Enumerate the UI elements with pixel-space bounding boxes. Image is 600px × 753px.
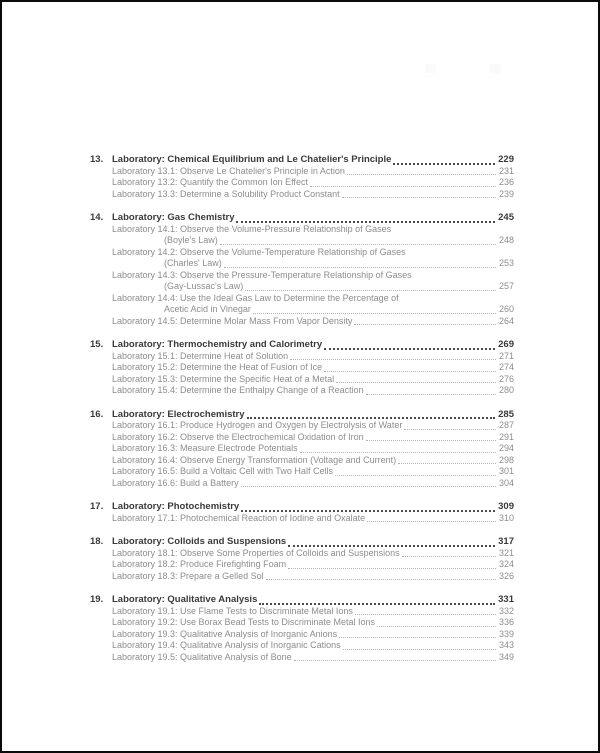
toc-entry-row[interactable] bbox=[90, 362, 514, 374]
dot-leader bbox=[247, 417, 496, 419]
entry-title: Laboratory 15.2: Determine the Heat of Fusion of Ice bbox=[112, 362, 323, 372]
dot-leader bbox=[241, 510, 495, 512]
toc-chapter-row[interactable] bbox=[90, 409, 514, 421]
entry-page-number: 287 bbox=[498, 420, 514, 430]
dot-leader bbox=[393, 163, 495, 165]
chapter-title: Laboratory: Chemical Equilibrium and Le Chatelier's Principle bbox=[112, 154, 392, 165]
chapter-title: Laboratory: Gas Chemistry bbox=[112, 212, 235, 223]
dot-leader bbox=[354, 324, 496, 325]
dot-leader bbox=[377, 626, 496, 627]
dot-leader bbox=[366, 440, 496, 441]
chapter-title: Laboratory: Electrochemistry bbox=[112, 408, 245, 420]
toc-entry-row[interactable] bbox=[90, 571, 514, 583]
entry-title: Laboratory 19.4: Qualitative Analysis of Inorganic Cations bbox=[112, 640, 341, 650]
entry-page-number: 301 bbox=[498, 466, 514, 476]
entry-page-number: 326 bbox=[498, 570, 514, 581]
toc-chapter-row[interactable] bbox=[90, 536, 514, 548]
entry-title: Laboratory 14.1: Observe the Volume-Pressure Relationship of Gases bbox=[112, 223, 392, 234]
entry-title: Laboratory 13.1: Observe Le Chatelier's Principle in Action bbox=[112, 165, 345, 176]
entry-page-number: 257 bbox=[498, 281, 514, 291]
toc-chapter bbox=[90, 536, 514, 582]
entry-page-number: 339 bbox=[498, 628, 514, 639]
chapter-title: Laboratory: Qualitative Analysis bbox=[112, 594, 258, 605]
dot-leader bbox=[245, 290, 496, 291]
entry-page-number: 304 bbox=[498, 477, 514, 488]
dot-leader bbox=[398, 463, 496, 464]
entry-title: Laboratory 14.4: Use the Ideal Gas Law to Determine the Percentage of bbox=[112, 292, 399, 303]
entry-title-continuation: (Charles' Law) bbox=[164, 258, 222, 268]
chapter-page-number: 317 bbox=[498, 536, 514, 547]
dot-leader bbox=[366, 394, 496, 395]
entry-page-number: 321 bbox=[498, 547, 514, 558]
entry-title: Laboratory 19.5: Qualitative Analysis of Bone bbox=[112, 651, 292, 662]
dot-leader bbox=[335, 475, 496, 476]
chapter-number: 18. bbox=[90, 536, 104, 547]
toc-entry-row[interactable] bbox=[90, 420, 514, 432]
toc-entry-row[interactable] bbox=[90, 177, 514, 189]
toc-entry-row[interactable] bbox=[90, 224, 514, 236]
toc-chapter bbox=[90, 409, 514, 490]
entry-page-number: 253 bbox=[498, 258, 514, 268]
toc-entry-row[interactable] bbox=[90, 559, 514, 571]
toc-entry-row[interactable] bbox=[90, 432, 514, 444]
toc-entry-row[interactable] bbox=[90, 258, 514, 270]
dot-leader bbox=[402, 556, 496, 557]
dot-leader bbox=[355, 614, 496, 615]
entry-page-number: 231 bbox=[498, 165, 514, 176]
dot-leader bbox=[220, 244, 496, 245]
entry-page-number: 280 bbox=[498, 385, 514, 395]
scan-artifact bbox=[425, 64, 436, 73]
entry-title: Laboratory 16.2: Observe the Electrochemical Oxidation of Iron bbox=[112, 431, 364, 442]
chapter-page-number: 331 bbox=[498, 594, 514, 605]
entry-title: Laboratory 19.2: Use Borax Bead Tests to Discriminate Metal Ions bbox=[112, 617, 375, 627]
entry-title: Laboratory 14.2: Observe the Volume-Temperature Relationship of Gases bbox=[112, 246, 406, 257]
entry-title: Laboratory 16.1: Produce Hydrogen and Oxygen by Electrolysis of Water bbox=[112, 420, 403, 430]
toc-chapter bbox=[90, 212, 514, 327]
entry-page-number: 332 bbox=[498, 605, 514, 616]
toc-chapter-row[interactable] bbox=[90, 501, 514, 513]
chapter-page-number: 269 bbox=[498, 339, 514, 350]
entry-title-continuation: Acetic Acid in Vinegar bbox=[164, 304, 251, 314]
entry-page-number: 310 bbox=[498, 512, 514, 523]
entry-title: Laboratory 16.3: Measure Electrode Potentials bbox=[112, 443, 298, 453]
toc-chapter-row[interactable] bbox=[90, 154, 514, 166]
toc-entry-row[interactable] bbox=[90, 247, 514, 259]
toc-entry-row[interactable] bbox=[90, 189, 514, 201]
chapter-title: Laboratory: Thermochemistry and Calorimetry bbox=[112, 339, 323, 350]
toc-entry-row[interactable] bbox=[90, 235, 514, 247]
entry-page-number: 236 bbox=[498, 177, 514, 187]
toc-entry-row[interactable] bbox=[90, 640, 514, 652]
toc-entry-row[interactable] bbox=[90, 455, 514, 467]
toc-chapter-row[interactable] bbox=[90, 212, 514, 224]
toc-entry-row[interactable] bbox=[90, 293, 514, 305]
entry-page-number: 298 bbox=[498, 454, 514, 465]
dot-leader bbox=[300, 452, 496, 453]
chapter-number: 17. bbox=[90, 501, 104, 512]
toc-entry-row[interactable] bbox=[90, 629, 514, 641]
entry-page-number: 336 bbox=[498, 617, 514, 627]
entry-title: Laboratory 18.3: Prepare a Gelled Sol bbox=[112, 570, 264, 581]
scan-artifact bbox=[490, 64, 501, 73]
toc-entry-row[interactable] bbox=[90, 281, 514, 293]
toc-entry-row[interactable] bbox=[90, 478, 514, 490]
entry-title: Laboratory 17.1: Photochemical Reaction of Iodine and Oxalate bbox=[112, 512, 366, 523]
entry-title-continuation: (Boyle's Law) bbox=[164, 235, 218, 245]
dot-leader bbox=[236, 221, 495, 223]
entry-page-number: 294 bbox=[498, 443, 514, 453]
toc-entry-row[interactable] bbox=[90, 304, 514, 316]
dot-leader bbox=[294, 660, 496, 661]
entry-page-number: 248 bbox=[498, 235, 514, 245]
entry-title: Laboratory 18.1: Observe Some Properties of Colloids and Suspensions bbox=[112, 547, 400, 558]
toc-chapter bbox=[90, 154, 514, 200]
toc-chapter-row[interactable] bbox=[90, 594, 514, 606]
chapter-title: Laboratory: Colloids and Suspensions bbox=[112, 536, 287, 547]
dot-leader bbox=[259, 603, 495, 605]
entry-title: Laboratory 19.3: Qualitative Analysis of Inorganic Anions bbox=[112, 628, 338, 639]
entry-title: Laboratory 15.3: Determine the Specific Heat of a Metal bbox=[112, 373, 335, 384]
chapter-number: 14. bbox=[90, 212, 104, 223]
dot-leader bbox=[367, 521, 496, 522]
entry-page-number: 239 bbox=[498, 188, 514, 199]
entry-page-number: 274 bbox=[498, 362, 514, 372]
entry-title: Laboratory 13.3: Determine a Solubility Product Constant bbox=[112, 188, 340, 199]
entry-title: Laboratory 14.3: Observe the Pressure-Temperature Relationship of Gases bbox=[112, 269, 412, 280]
dot-leader bbox=[310, 186, 496, 187]
toc-entry-row[interactable] bbox=[90, 443, 514, 455]
dot-leader bbox=[266, 579, 496, 580]
entry-title-continuation: (Gay-Lussac's Law) bbox=[164, 281, 244, 291]
dot-leader bbox=[288, 545, 495, 547]
chapter-number: 16. bbox=[90, 408, 104, 420]
dot-leader bbox=[347, 174, 496, 175]
dot-leader bbox=[290, 359, 496, 360]
entry-page-number: 324 bbox=[498, 559, 514, 569]
dot-leader bbox=[339, 637, 496, 638]
chapter-number: 15. bbox=[90, 339, 104, 350]
chapter-page-number: 229 bbox=[498, 154, 514, 165]
dot-leader bbox=[324, 348, 495, 350]
toc-chapter bbox=[90, 339, 514, 397]
dot-leader bbox=[253, 313, 496, 314]
toc-entry-row[interactable] bbox=[90, 374, 514, 386]
dot-leader bbox=[343, 649, 496, 650]
dot-leader bbox=[241, 486, 496, 487]
toc-entry-row[interactable] bbox=[90, 513, 514, 525]
dot-leader bbox=[336, 382, 496, 383]
toc-entry-row[interactable] bbox=[90, 548, 514, 560]
entry-title: Laboratory 15.1: Determine Heat of Solution bbox=[112, 350, 289, 361]
toc-entry-row[interactable] bbox=[90, 617, 514, 629]
chapter-page-number: 309 bbox=[498, 501, 514, 512]
toc-chapter bbox=[90, 594, 514, 663]
toc-entry-row[interactable] bbox=[90, 270, 514, 282]
toc-entry-row[interactable] bbox=[90, 466, 514, 478]
entry-page-number: 260 bbox=[498, 304, 514, 314]
toc-chapter-row[interactable] bbox=[90, 339, 514, 351]
toc-entry-row[interactable] bbox=[90, 652, 514, 664]
entry-title: Laboratory 16.6: Build a Battery bbox=[112, 477, 239, 488]
table-of-contents bbox=[90, 154, 514, 675]
entry-title: Laboratory 19.1: Use Flame Tests to Discriminate Metal Ions bbox=[112, 605, 353, 616]
entry-title: Laboratory 15.4: Determine the Enthalpy Change of a Reaction bbox=[112, 385, 364, 395]
entry-page-number: 276 bbox=[498, 373, 514, 384]
entry-page-number: 343 bbox=[498, 640, 514, 650]
chapter-page-number: 285 bbox=[498, 408, 514, 420]
entry-title: Laboratory 14.5: Determine Molar Mass From Vapor Density bbox=[112, 315, 353, 326]
entry-page-number: 271 bbox=[498, 350, 514, 361]
chapter-page-number: 245 bbox=[498, 212, 514, 223]
toc-chapter bbox=[90, 501, 514, 524]
entry-page-number: 264 bbox=[498, 315, 514, 326]
toc-entry-row[interactable] bbox=[90, 351, 514, 363]
toc-entry-row[interactable] bbox=[90, 316, 514, 328]
dot-leader bbox=[288, 568, 496, 569]
toc-entry-row[interactable] bbox=[90, 606, 514, 618]
entry-title: Laboratory 13.2: Quantify the Common Ion Effect bbox=[112, 177, 308, 187]
chapter-title: Laboratory: Photochemistry bbox=[112, 501, 240, 512]
toc-entry-row[interactable] bbox=[90, 166, 514, 178]
chapter-number: 13. bbox=[90, 154, 104, 165]
entry-title: Laboratory 16.5: Build a Voltaic Cell with Two Half Cells bbox=[112, 466, 333, 476]
entry-title: Laboratory 16.4: Observe Energy Transformation (Voltage and Current) bbox=[112, 454, 397, 465]
dot-leader bbox=[342, 197, 496, 198]
toc-entry-row[interactable] bbox=[90, 385, 514, 397]
entry-title: Laboratory 18.2: Produce Firefighting Foam bbox=[112, 559, 287, 569]
dot-leader bbox=[404, 429, 496, 430]
chapter-number: 19. bbox=[90, 594, 104, 605]
entry-page-number: 349 bbox=[498, 651, 514, 662]
entry-page-number: 291 bbox=[498, 431, 514, 442]
dot-leader bbox=[224, 267, 496, 268]
dot-leader bbox=[324, 371, 496, 372]
